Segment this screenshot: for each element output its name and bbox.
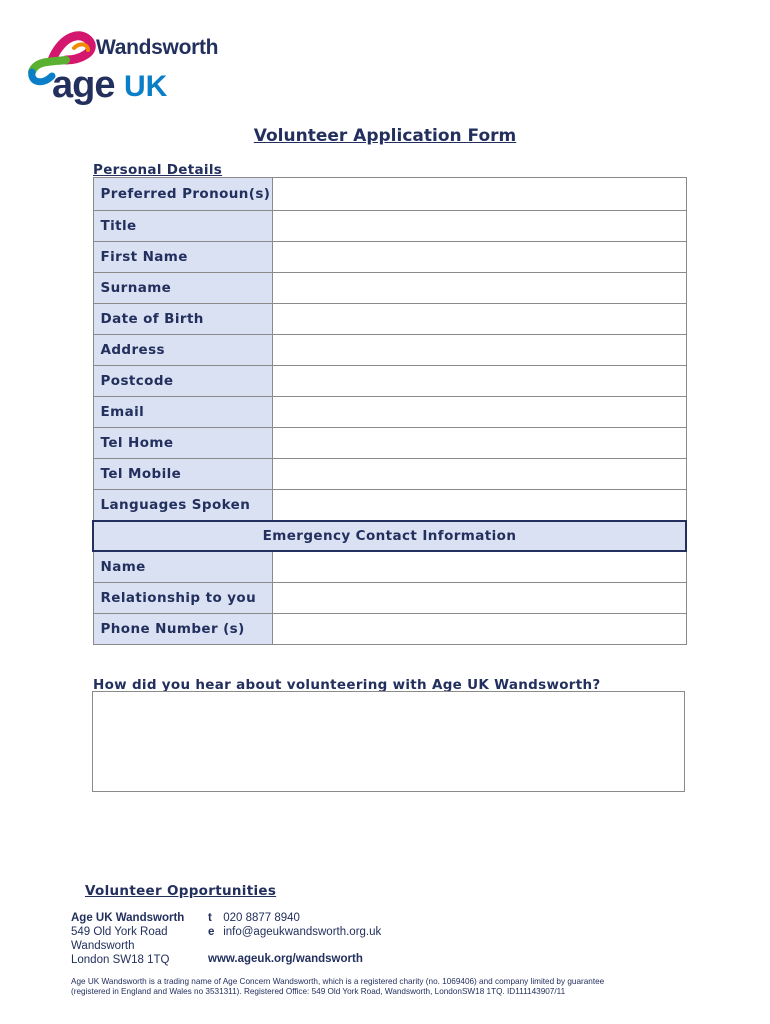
emergency-contact-banner-row [93,521,686,551]
field-label: Relationship to you [93,583,272,614]
personal-details-heading: Personal Details [93,162,223,178]
page-title: Volunteer Application Form [253,126,517,146]
table-row [93,614,686,645]
volunteer-opportunities-heading: Volunteer Opportunities [85,883,277,899]
field-label: Tel Home [93,428,272,459]
table-row [93,304,686,335]
table-row [93,178,686,211]
field-label: Name [93,551,272,583]
tel-mobile-field[interactable] [272,459,686,490]
table-row [93,211,686,242]
hear-about-question: How did you hear about volunteering with Age UK Wandsworth? [93,677,601,693]
languages-field[interactable] [272,490,686,522]
personal-details-table [92,177,687,645]
field-label: Date of Birth [93,304,272,335]
footer-address-line: Age UK Wandsworth [71,912,185,924]
footer-address-line: 549 Old York Road [71,926,168,938]
table-row [93,273,686,304]
first-name-field[interactable] [272,242,686,273]
emergency-contact-heading: Emergency Contact Information [93,521,686,551]
logo-uk-text: UK [124,70,168,103]
date-of-birth-field[interactable] [272,304,686,335]
email-prefix: e [208,926,215,938]
footer-address [71,911,184,967]
field-label: First Name [93,242,272,273]
footer-website-link[interactable]: www.ageuk.org/wandsworth [208,953,363,965]
hear-about-answer-field[interactable] [92,691,685,792]
table-row [93,490,686,522]
field-label: Languages Spoken [93,490,272,522]
emergency-name-field[interactable] [272,551,686,583]
legal-line: (registered in England and Wales no 3531311). Registered Office: 549 Old York Road, Wandsworth, LondonSW18 1TQ. ID111143907/11 [71,987,566,996]
footer-phone: 020 8877 8940 [223,912,300,924]
surname-field[interactable] [272,273,686,304]
pronouns-field[interactable] [272,178,686,211]
table-row [93,583,686,614]
address-field[interactable] [272,335,686,366]
table-row [93,335,686,366]
table-row [93,459,686,490]
field-label: Surname [93,273,272,304]
field-label: Postcode [93,366,272,397]
tel-home-field[interactable] [272,428,686,459]
phone-prefix: t [208,912,212,924]
footer-address-line: Wandsworth [71,940,135,952]
email-field[interactable] [272,397,686,428]
footer-legal-text [71,977,691,997]
postcode-field[interactable] [272,366,686,397]
emergency-relationship-field[interactable] [272,583,686,614]
field-label: Tel Mobile [93,459,272,490]
title-field[interactable] [272,211,686,242]
footer-address-line: London SW18 1TQ [71,954,170,966]
field-label: Phone Number (s) [93,614,272,645]
legal-line: Age UK Wandsworth is a trading name of Age Concern Wandsworth, which is a registered charity (no. 1069406) and company limited by guarantee [71,977,605,986]
table-row [93,428,686,459]
logo-wordmark: Wandsworth [96,36,219,59]
table-row [93,366,686,397]
footer-contact [208,911,381,939]
logo-age-text: age [52,64,115,106]
table-row [93,242,686,273]
field-label: Address [93,335,272,366]
table-row [93,397,686,428]
field-label: Title [93,211,272,242]
footer-email-link[interactable]: info@ageukwandsworth.org.uk [223,926,382,938]
field-label: Email [93,397,272,428]
emergency-phone-field[interactable] [272,614,686,645]
field-label: Preferred Pronoun(s) [93,178,272,211]
table-row [93,551,686,583]
